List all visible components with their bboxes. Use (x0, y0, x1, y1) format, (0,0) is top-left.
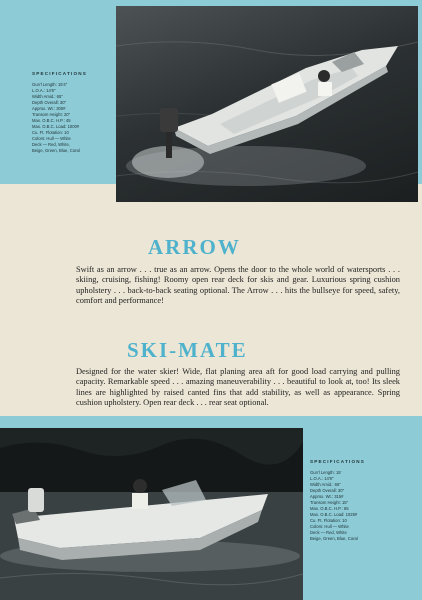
skimate-spec-line: Gun'l Length: 15' (310, 470, 342, 475)
arrow-spec-line: Width Amid.: 65" (32, 94, 63, 99)
skimate-spec-line: Beige, Green, Blue, Coral (310, 536, 358, 541)
skimate-description: Designed for the water skier! Wide, flat planing area aft for good load carrying and pulling capacity. Remarkable speed . . . amazing maneuverability . . . beautiful to look at, too! Its sleek lines are highlighted by raised canted fins that add stability, as well as appearance. Spring cushion upholstery. Open rear deck . . . rear seat optional. (76, 367, 400, 408)
arrow-spec-line: Cu. Ft. Flotation: 10 (32, 130, 69, 135)
skimate-spec-line: L.O.A.: 14'9" (310, 476, 334, 481)
arrow-spec-line: L.O.A.: 14'6" (32, 88, 56, 93)
skimate-spec-line: Depth Overall: 30" (310, 488, 345, 493)
arrow-spec-line: Depth Overall: 30" (32, 100, 67, 105)
skimate-spec-line: Cu. Ft. Flotation: 10 (310, 518, 347, 523)
skimate-title: SKI-MATE (127, 338, 248, 362)
skimate-spec-line: Deck — Red, White (310, 530, 347, 535)
skimate-spec-line: Transom Height: 15" (310, 500, 349, 505)
skimate-spec-line: Approx. Wt.: 315# (310, 494, 344, 499)
skimate-spec-line: Colors: Hull — White (310, 524, 349, 529)
arrow-spec-line: Colors: Hull — White (32, 136, 71, 141)
arrow-spec-line: Approx. Wt.: 300# (32, 106, 66, 111)
skimate-spec-heading: SPECIFICATIONS (310, 459, 365, 464)
arrow-spec-line: Max. O.B.C. Load: 1000# (32, 124, 80, 129)
arrow-specifications (32, 71, 118, 154)
skimate-boat-photo (0, 428, 303, 600)
arrow-spec-line: Beige, Green, Blue, Coral (32, 148, 80, 153)
arrow-spec-line: Max. O.B.C. H.P.: 45 (32, 118, 71, 123)
arrow-boat-photo (116, 6, 418, 202)
skimate-spec-line: Width Amid.: 66" (310, 482, 341, 487)
arrow-title: ARROW (148, 235, 241, 259)
arrow-spec-heading: SPECIFICATIONS (32, 71, 87, 76)
skimate-spec-line: Max. O.B.C. Load: 1025# (310, 512, 358, 517)
skimate-specifications (310, 459, 420, 542)
arrow-description: Swift as an arrow . . . true as an arrow. Opens the door to the whole world of watersports . . . skiing, cruising, fishing! Roomy open rear deck for skis and gear. Luxurious spring cushion upholstery . . . back-to-back seating optional. The Arrow . . . hits the bullseye for speed, safety, comfort and performance! (76, 265, 400, 306)
skimate-spec-line: Max. O.B.C. H.P.: 65 (310, 506, 349, 511)
arrow-spec-line: Transom Height: 20" (32, 112, 71, 117)
arrow-spec-line: Gun'l Length: 15'4" (32, 82, 68, 87)
arrow-spec-line: Deck — Red, White, (32, 142, 70, 147)
